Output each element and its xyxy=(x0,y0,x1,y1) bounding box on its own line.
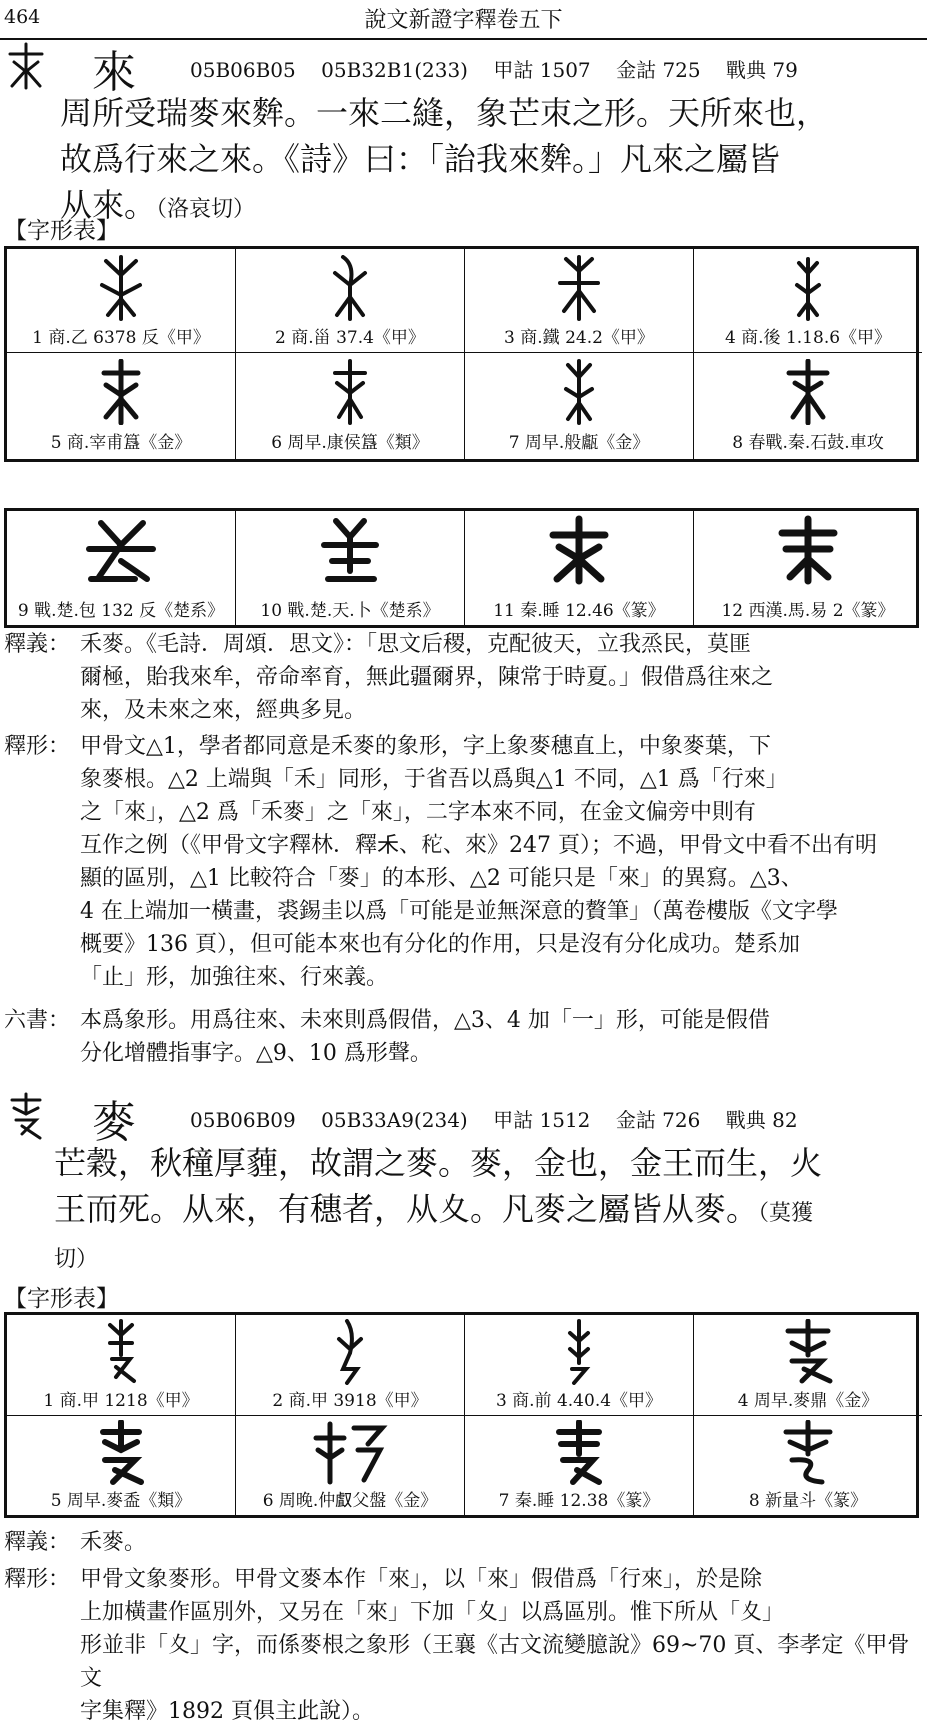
page-number: 464 xyxy=(4,6,41,28)
bronze-form-glyph xyxy=(96,359,146,425)
paragraph-line: 概要》136 頁），但可能本來也有分化的作用，只是沒有分化成功。楚系加 xyxy=(80,932,800,957)
bronze-form-glyph xyxy=(778,1319,838,1385)
form-cell xyxy=(465,511,694,625)
fanqie-note: （莫獲 xyxy=(758,1201,814,1226)
paragraph-line: 4 在上端加一橫畫，裘錫圭以爲「可能是並無深意的贅筆」（萬卷樓版《文字學 xyxy=(80,899,838,924)
paragraph-line: 爾極，貽我來牟，帝命率育，無此疆爾界，陳常于時夏。」假借爲往來之 xyxy=(80,665,774,690)
form-caption: 8 春戰.秦.石鼓.車攻 xyxy=(732,433,884,453)
form-cell xyxy=(694,1315,922,1416)
form-cell xyxy=(236,511,465,625)
form-caption: 4 周早.麥鼎《金》 xyxy=(737,1391,879,1411)
shuowen-line: 王而死。从來，有穗者，从夊。凡麥之屬皆从麥。 xyxy=(54,1190,759,1228)
shuowen-line: 故爲行來之來。《詩》曰：「詒我來麰。」凡來之屬皆 xyxy=(60,140,781,178)
paragraph-label: 六書： xyxy=(4,1008,71,1033)
paragraph-line: 禾麥。《毛詩．周頌．思文》：「思文后稷，克配彼天，立我烝民，莫匪 xyxy=(80,632,752,657)
form-cell xyxy=(465,1416,694,1515)
form-caption: 4 商.後 1.18.6《甲》 xyxy=(724,328,892,348)
chu-form-glyph xyxy=(81,515,161,585)
book-title: 說文新證字釋卷五下 xyxy=(364,8,563,33)
form-cell xyxy=(465,353,694,459)
form-caption: 6 周早.康侯簋《類》 xyxy=(271,433,429,453)
paragraph-line: 互作之例（《甲骨文字釋林．釋𥝌、𥞒、來》247 頁）；不過，甲骨文中看不出有明 xyxy=(80,833,877,858)
shuowen-line: 芒穀，秋穜厚薶，故謂之麥。麥，金也，金王而生，火 xyxy=(54,1144,823,1182)
shuowen-text xyxy=(54,1140,915,1283)
definition-paragraph xyxy=(4,628,917,727)
form-cell xyxy=(465,249,694,353)
form-caption: 2 商.甲 3918《甲》 xyxy=(272,1391,428,1411)
oracle-form-glyph xyxy=(96,255,146,321)
shuowen-text xyxy=(60,90,915,233)
bronze-form-glyph xyxy=(554,359,604,425)
form-caption: 7 秦.睡 12.38《篆》 xyxy=(498,1491,660,1511)
form-cell xyxy=(7,249,236,353)
shuowen-line: 切） xyxy=(54,1247,99,1272)
form-caption: 2 商.甾 37.4《甲》 xyxy=(275,328,425,348)
oracle-form-glyph xyxy=(783,255,833,321)
form-table-label: 【字形表】 xyxy=(4,1286,119,1312)
form-cell xyxy=(236,249,465,353)
page-header xyxy=(0,0,927,40)
form-table xyxy=(4,246,919,462)
reference-codes: 05B06B05 05B32B1(233) 甲詁 1507 金詁 725 戰典 79 xyxy=(190,58,798,82)
form-analysis-paragraph xyxy=(4,1563,917,1728)
bronze-form-glyph xyxy=(91,1420,151,1486)
seal-form-glyph xyxy=(778,1420,838,1486)
paragraph-line: 象麥根。△2 上端與「禾」同形，于省吾以爲與△1 不同，△1 爲「行來」 xyxy=(80,767,788,792)
form-caption: 5 商.宰甫簋《金》 xyxy=(50,433,192,453)
seal-script-mai-glyph xyxy=(4,1090,48,1142)
form-table xyxy=(4,1312,919,1518)
form-cell xyxy=(694,1416,922,1515)
paragraph-line: 形並非「夊」字，而係麥根之象形（王襄《古文流變臆說》69~70 頁、李孝定《甲骨文 xyxy=(80,1633,910,1691)
seal-form-glyph xyxy=(768,515,848,585)
head-character: 麥 xyxy=(92,1097,136,1148)
form-caption: 6 周晚.仲𠭯父盤《金》 xyxy=(262,1491,438,1511)
form-table xyxy=(4,508,919,628)
paragraph-line: 上加橫畫作區別外，又另在「來」下加「夊」以爲區別。惟下所从「夊」 xyxy=(80,1600,785,1625)
form-caption: 9 戰.楚.包 132 反《楚系》 xyxy=(17,601,225,621)
form-cell xyxy=(236,1315,465,1416)
definition-paragraph xyxy=(4,1526,917,1559)
form-analysis-paragraph xyxy=(4,730,917,994)
bronze-form-glyph xyxy=(325,359,375,425)
paragraph-line: 禾麥。 xyxy=(80,1530,147,1555)
head-character: 來 xyxy=(92,47,136,98)
paragraph-line: 「止」形，加強往來、行來義。 xyxy=(80,965,389,990)
form-caption: 7 周早.般甗《金》 xyxy=(508,433,650,453)
form-cell xyxy=(7,1315,236,1416)
oracle-form-glyph xyxy=(554,1319,604,1385)
bronze-form-glyph xyxy=(310,1420,390,1486)
form-table-label: 【字形表】 xyxy=(4,218,119,244)
paragraph-line: 分化增體指事字。△9、10 爲形聲。 xyxy=(80,1041,432,1066)
form-cell xyxy=(694,511,922,625)
paragraph-label: 釋義： xyxy=(4,1530,71,1555)
paragraph-line: 之「來」，△2 爲「禾麥」之「來」，二字本來不同，在金文偏旁中則有 xyxy=(80,800,756,825)
paragraph-line: 顯的區別，△1 比較符合「麥」的本形、△2 可能只是「來」的異寫。△3、 xyxy=(80,866,803,891)
oracle-form-glyph xyxy=(325,255,375,321)
seal-form-glyph xyxy=(539,515,619,585)
form-caption: 10 戰.楚.天.卜《楚系》 xyxy=(260,601,440,621)
form-cell xyxy=(694,249,922,353)
stone-drum-form-glyph xyxy=(783,359,833,425)
form-caption: 3 商.前 4.40.4《甲》 xyxy=(495,1391,663,1411)
form-cell xyxy=(7,1416,236,1515)
seal-script-lai-glyph xyxy=(4,40,48,92)
paragraph-label: 釋義： xyxy=(4,632,71,657)
form-caption: 3 商.鐵 24.2《甲》 xyxy=(504,328,654,348)
oracle-form-glyph xyxy=(554,255,604,321)
form-caption: 5 周早.麥盉《類》 xyxy=(50,1491,192,1511)
form-cell xyxy=(7,353,236,459)
paragraph-line: 本爲象形。用爲往來、未來則爲假借，△3、4 加「一」形，可能是假借 xyxy=(80,1008,770,1033)
seal-form-glyph xyxy=(549,1420,609,1486)
form-cell xyxy=(694,353,922,459)
paragraph-label: 釋形： xyxy=(4,1567,71,1592)
shuowen-line: 周所受瑞麥來麰。一來二縫，象芒朿之形。天所來也， xyxy=(60,94,829,132)
fanqie-note: （洛哀切） xyxy=(156,197,256,222)
form-caption: 11 秦.睡 12.46《篆》 xyxy=(493,601,665,621)
reference-codes: 05B06B09 05B33A9(234) 甲詁 1512 金詁 726 戰典 82 xyxy=(190,1108,798,1132)
form-cell xyxy=(236,1416,465,1515)
oracle-form-glyph xyxy=(96,1319,146,1385)
paragraph-label: 釋形： xyxy=(4,734,71,759)
paragraph-line: 甲骨文△1，學者都同意是禾麥的象形，字上象麥穗直上，中象麥葉，下 xyxy=(80,734,771,759)
form-caption: 1 商.乙 6378 反《甲》 xyxy=(32,328,210,348)
form-caption: 8 新量斗《篆》 xyxy=(748,1491,868,1511)
paragraph-line: 來，及未來之來，經典多見。 xyxy=(80,698,367,723)
form-cell xyxy=(236,353,465,459)
form-cell xyxy=(465,1315,694,1416)
form-caption: 12 西漢.馬.易 2《篆》 xyxy=(721,601,895,621)
shuowen-line: 从來。 xyxy=(60,186,157,224)
form-caption: 1 商.甲 1218《甲》 xyxy=(43,1391,199,1411)
paragraph-line: 字集釋》1892 頁俱主此說）。 xyxy=(80,1699,374,1724)
chu-form-glyph xyxy=(310,515,390,585)
paragraph-line: 甲骨文象麥形。甲骨文麥本作「來」，以「來」假借爲「行來」，於是除 xyxy=(80,1567,763,1592)
oracle-form-glyph xyxy=(325,1319,375,1385)
six-scripts-paragraph xyxy=(4,1004,917,1070)
form-cell xyxy=(7,511,236,625)
